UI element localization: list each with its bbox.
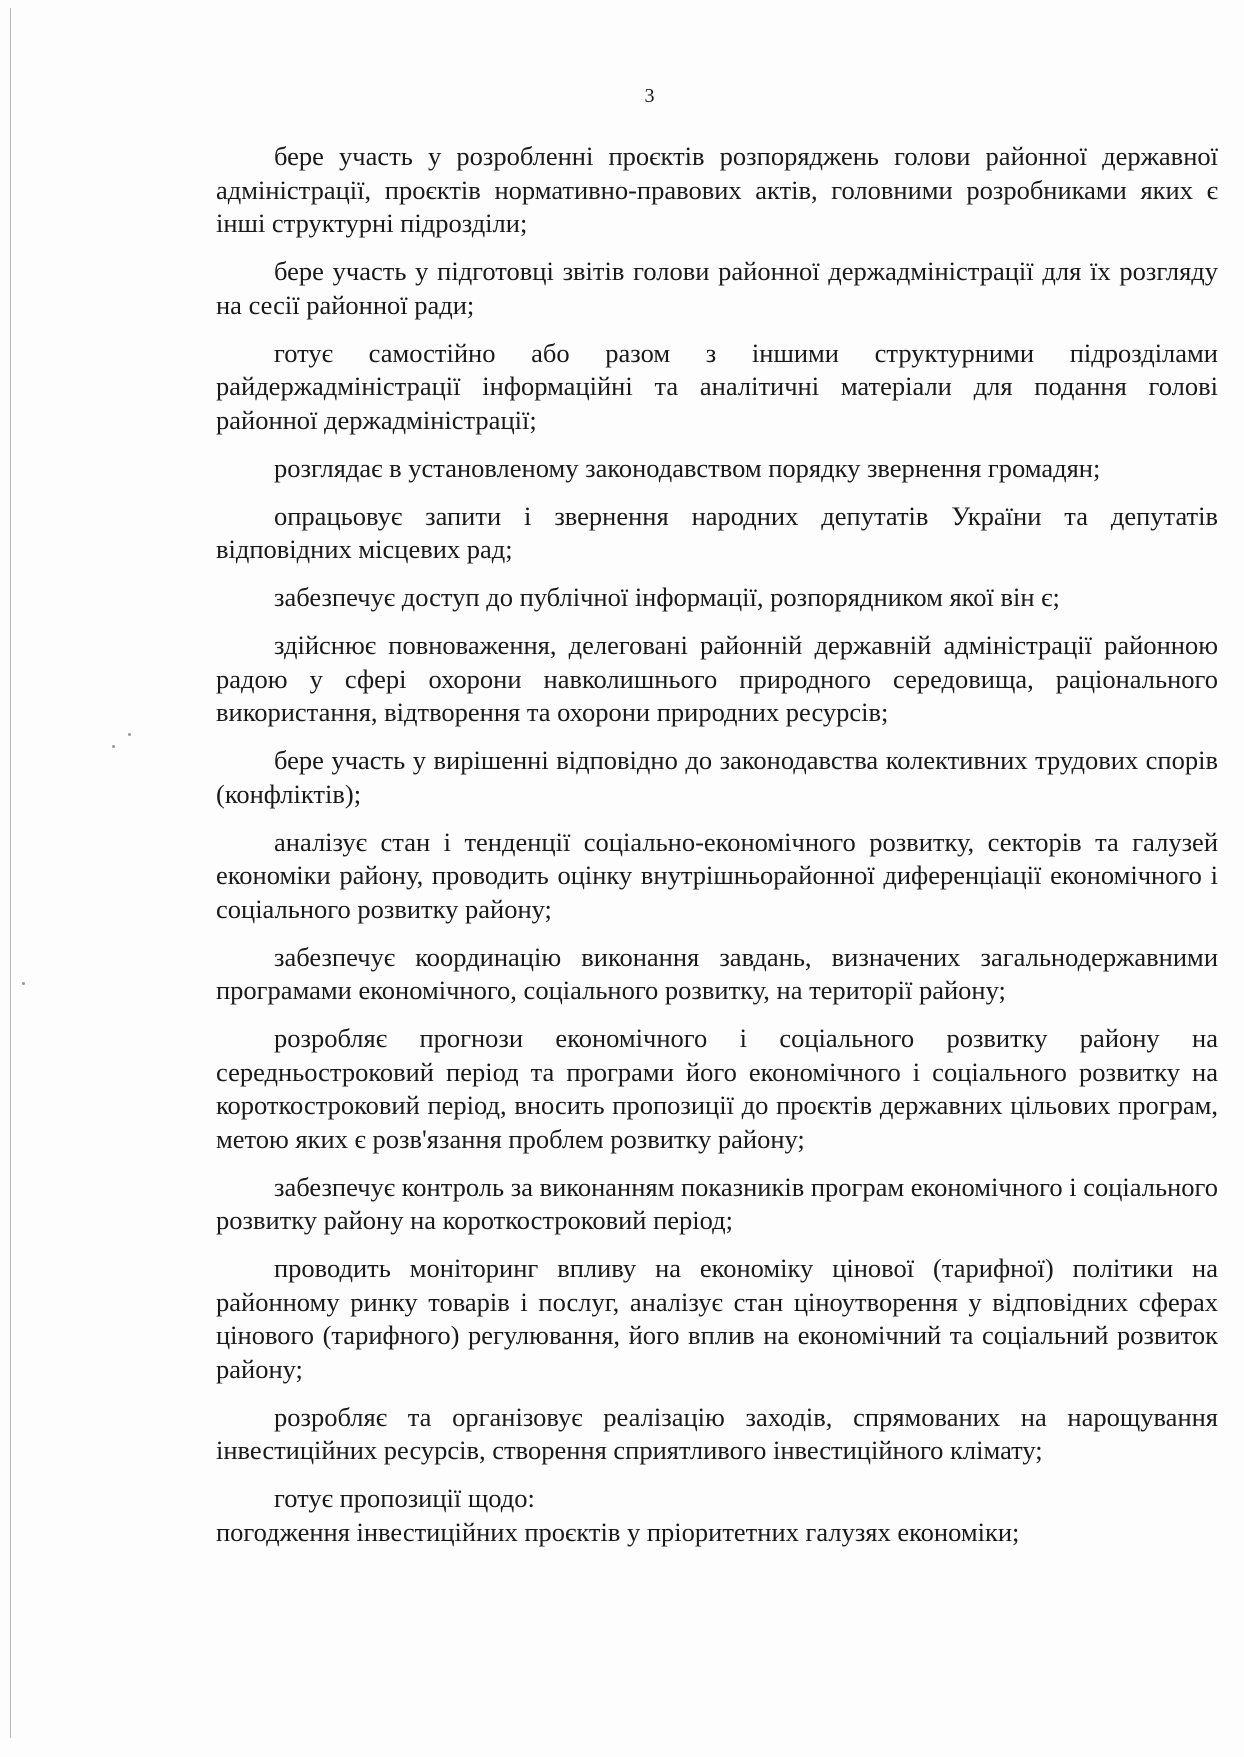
paragraph: аналізує стан і тенденції соціально-економічного розвитку, секторів та галузей економіки району, проводить оцінку внутрішньорайонної диференціації економічного і соціального розвитку району;	[216, 826, 1218, 924]
scan-edge-line	[10, 8, 11, 1738]
paragraph: забезпечує доступ до публічної інформації, розпорядником якої він є;	[274, 582, 1060, 612]
scan-speck	[112, 745, 115, 748]
paragraph: розробляє прогнози економічного і соціального розвитку району на середньостроковий період та програми його економічного і соціального розвитку на короткостроковий період, вносить пропозиції до проєктів державних цільових програм, метою яких є розв'язання проблем розвитку району;	[216, 1023, 1218, 1154]
document-body	[216, 140, 1218, 1564]
paragraph: бере участь у розробленні проєктів розпоряджень голови районної державної адміністрації, проєктів нормативно-правових актів, головними розробниками яких є інші структурні підрозділи;	[216, 141, 1218, 238]
paragraph: проводить моніторинг впливу на економіку цінової (тарифної) політики на районному ринку товарів і послуг, аналізує стан ціноутворення у відповідних сферах цінового (тарифного) регулювання, його вплив на економічний та соціальний розвиток району;	[216, 1253, 1218, 1384]
paragraph: бере участь у вирішенні відповідно до законодавства колективних трудових спорів (конфліктів);	[216, 745, 1218, 809]
paragraph: забезпечує координацію виконання завдань, визначених загальнодержавними програмами економічного, соціального розвитку, на території району;	[216, 941, 1218, 1005]
paragraph: готує самостійно або разом з іншими структурними підрозділами райдержадміністрації інформаційні та аналітичні матеріали для подання голові районної держадміністрації;	[216, 337, 1218, 435]
page-number: 3	[644, 85, 655, 107]
paragraph: забезпечує контроль за виконанням показників програм економічного і соціального розвитку району на короткостроковий період;	[216, 1171, 1218, 1235]
paragraph: готує пропозиції щодо:	[274, 1483, 535, 1513]
paragraph: погодження інвестиційних проєктів у пріоритетних галузях економіки;	[216, 1516, 1020, 1547]
scan-speck	[22, 982, 25, 985]
paragraph: розробляє та організовує реалізацію заходів, спрямованих на нарощування інвестиційних ресурсів, створення сприятливого інвестиційного клімату;	[216, 1401, 1218, 1465]
scan-speck	[128, 733, 131, 736]
paragraph: здійснює повноваження, делеговані районній державній адміністрації районною радою у сфері охорони навколишнього природного середовища, раціонального використання, відтворення та охорони природних ресурсів;	[216, 630, 1218, 727]
paragraph: розглядає в установленому законодавством порядку звернення громадян;	[274, 452, 1101, 483]
paragraph: бере участь у підготовці звітів голови районної держадміністрації для їх розгляду на сесії районної ради;	[216, 256, 1218, 320]
paragraph: опрацьовує запити і звернення народних депутатів України та депутатів відповідних місцевих рад;	[216, 500, 1218, 564]
